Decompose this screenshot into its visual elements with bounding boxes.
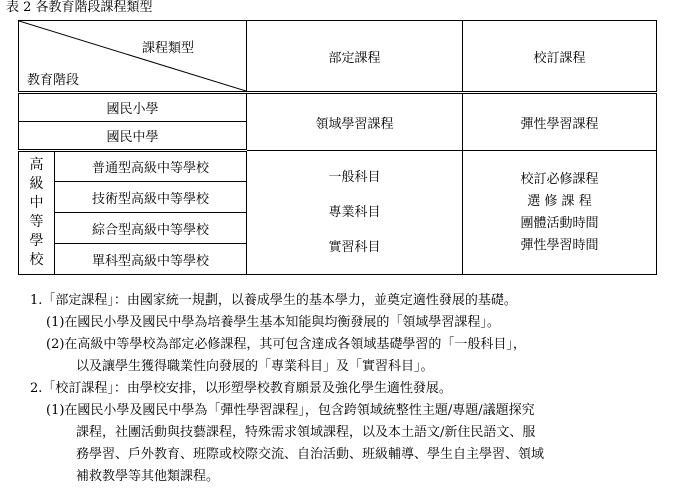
senior-high-vertical-label: 高 級 中 等 學 校 [19,151,55,275]
header-education-stage: 教育階段 [27,73,80,88]
note-line: (2)在高級中等學校為部定必修課程，其可包含達成各領域基礎學習的「一般科目」， [46,337,526,352]
note-line: 課程，社團活動與技藝課程，特殊需求領域課程，以及本土語文/新住民語文、服 [76,425,536,440]
row-junior-high: 國民中學 [19,122,247,151]
school-senior-courses: 校訂必修課程 選 修 課 程 團體活動時間 彈性學習時間 [463,151,657,275]
note-line: 2.「校訂課程」：由學校安排，以形塑學校教育願景及強化學生適性發展。 [30,381,452,396]
note-line: 補救教學等其他類課程。 [76,469,220,484]
senior-type-technical: 技術型高級中等學校 [55,182,247,213]
table-caption: 表 2 各教育階段課程類型 [6,0,153,15]
note-line: 務學習、戶外教育、班際或校際交流、自治活動、班級輔導、學生自主學習、領域 [76,447,545,462]
header-diagonal-cell [19,21,247,93]
note-line: (1)在國民小學及國民中學為培養學生基本知能與均衡發展的「領域學習課程」。 [46,315,500,330]
note-line: 1.「部定課程」：由國家統一規劃，以養成學生的基本學力，並奠定適性發展的基礎。 [30,293,517,308]
header-school: 校訂課程 [463,21,657,93]
header-ministry: 部定課程 [247,21,463,93]
note-line: 以及讓學生獲得職業性向發展的「專業科目」及「實習科目」。 [76,359,434,374]
ministry-basic: 領域學習課程 [247,93,463,151]
curriculum-table [18,20,657,275]
school-basic: 彈性學習課程 [463,93,657,151]
senior-type-comprehensive: 綜合型高級中等學校 [55,213,247,244]
senior-type-specialized: 單科型高級中等學校 [55,244,247,275]
note-line: (1)在國民小學及國民中學為「彈性學習課程」，包含跨領域統整性主題/專題/議題探究 [46,403,535,418]
header-course-type: 課程類型 [141,41,194,56]
ministry-senior-subjects: 一般科目 專業科目 實習科目 [247,151,463,275]
senior-type-general: 普通型高級中等學校 [55,151,247,182]
row-elementary: 國民小學 [19,93,247,122]
notes-list [30,290,544,488]
